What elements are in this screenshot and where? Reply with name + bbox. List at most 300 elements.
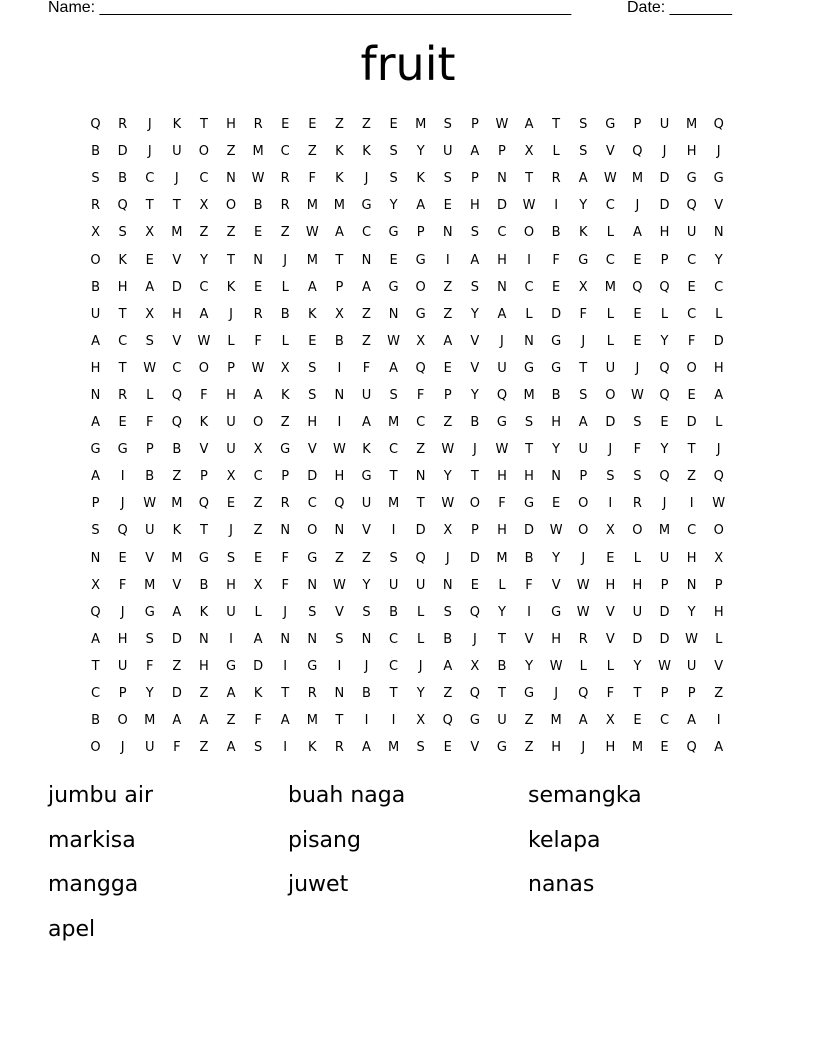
- grid-letter[interactable]: J: [581, 740, 586, 756]
- grid-letter[interactable]: V: [470, 333, 480, 349]
- grid-letter[interactable]: E: [633, 333, 642, 349]
- grid-letter[interactable]: P: [200, 469, 208, 485]
- grid-letter[interactable]: P: [227, 360, 235, 376]
- grid-letter[interactable]: N: [497, 279, 507, 295]
- grid-letter[interactable]: C: [361, 225, 372, 241]
- grid-letter[interactable]: R: [280, 496, 290, 512]
- grid-letter[interactable]: W: [576, 604, 590, 620]
- grid-letter[interactable]: H: [605, 577, 616, 593]
- grid-letter[interactable]: H: [497, 523, 507, 539]
- grid-letter[interactable]: Y: [389, 198, 398, 214]
- grid-letter[interactable]: G: [307, 658, 318, 674]
- grid-letter[interactable]: T: [389, 469, 398, 485]
- grid-letter[interactable]: Z: [199, 686, 209, 702]
- grid-letter[interactable]: Q: [469, 686, 480, 702]
- grid-letter[interactable]: V: [470, 740, 480, 756]
- grid-letter[interactable]: X: [145, 225, 155, 241]
- grid-letter[interactable]: F: [308, 171, 317, 187]
- grid-letter[interactable]: M: [604, 279, 616, 295]
- grid-letter[interactable]: A: [497, 306, 507, 322]
- grid-letter[interactable]: Q: [198, 496, 210, 512]
- grid-letter[interactable]: R: [334, 740, 344, 756]
- grid-letter[interactable]: O: [713, 523, 724, 539]
- grid-letter[interactable]: H: [226, 577, 236, 593]
- grid-letter[interactable]: T: [579, 360, 588, 376]
- grid-letter[interactable]: D: [605, 415, 616, 431]
- grid-letter[interactable]: H: [551, 740, 562, 756]
- grid-letter[interactable]: D: [524, 523, 535, 539]
- grid-letter[interactable]: O: [523, 225, 535, 241]
- grid-letter[interactable]: N: [90, 387, 101, 403]
- grid-letter[interactable]: A: [172, 713, 182, 729]
- grid-letter[interactable]: K: [280, 387, 290, 403]
- grid-letter[interactable]: N: [307, 631, 318, 647]
- grid-letter[interactable]: S: [416, 740, 425, 756]
- grid-letter[interactable]: L: [146, 387, 154, 403]
- grid-letter[interactable]: W: [441, 442, 455, 458]
- grid-letter[interactable]: Y: [660, 442, 669, 458]
- grid-letter[interactable]: L: [254, 604, 262, 620]
- grid-letter[interactable]: S: [470, 225, 479, 241]
- grid-letter[interactable]: I: [337, 360, 342, 376]
- grid-letter[interactable]: N: [497, 171, 507, 187]
- grid-letter[interactable]: K: [199, 604, 209, 620]
- grid-letter[interactable]: K: [253, 686, 263, 702]
- grid-letter[interactable]: N: [226, 171, 236, 187]
- grid-letter[interactable]: D: [496, 198, 507, 214]
- grid-letter[interactable]: M: [658, 523, 671, 539]
- grid-letter[interactable]: E: [552, 496, 561, 512]
- grid-letter[interactable]: H: [117, 279, 128, 295]
- grid-letter[interactable]: V: [714, 198, 724, 214]
- grid-letter[interactable]: O: [90, 740, 101, 756]
- grid-letter[interactable]: I: [364, 713, 369, 729]
- grid-letter[interactable]: A: [334, 225, 344, 241]
- grid-letter[interactable]: O: [605, 387, 616, 403]
- grid-letter[interactable]: S: [91, 171, 100, 187]
- grid-letter[interactable]: U: [388, 577, 399, 593]
- grid-letter[interactable]: Z: [226, 144, 236, 160]
- grid-letter[interactable]: L: [525, 306, 533, 322]
- grid-letter[interactable]: Z: [307, 144, 317, 160]
- grid-letter[interactable]: T: [497, 686, 506, 702]
- grid-letter[interactable]: Y: [199, 252, 208, 268]
- grid-letter[interactable]: L: [660, 306, 669, 322]
- grid-letter[interactable]: Z: [443, 415, 453, 431]
- grid-letter[interactable]: M: [333, 198, 345, 214]
- grid-letter[interactable]: G: [524, 360, 535, 376]
- grid-letter[interactable]: N: [307, 577, 318, 593]
- grid-letter[interactable]: E: [281, 117, 290, 133]
- grid-letter[interactable]: B: [253, 198, 263, 214]
- grid-letter[interactable]: Y: [416, 686, 425, 702]
- grid-letter[interactable]: D: [632, 631, 643, 647]
- grid-letter[interactable]: H: [551, 415, 562, 431]
- grid-letter[interactable]: P: [714, 577, 723, 593]
- grid-letter[interactable]: V: [307, 442, 317, 458]
- grid-letter[interactable]: N: [361, 631, 372, 647]
- grid-letter[interactable]: A: [307, 279, 317, 295]
- grid-letter[interactable]: S: [470, 279, 479, 295]
- grid-letter[interactable]: N: [686, 577, 697, 593]
- grid-letter[interactable]: G: [361, 198, 372, 214]
- grid-letter[interactable]: N: [334, 523, 345, 539]
- grid-letter[interactable]: K: [199, 415, 209, 431]
- grid-letter[interactable]: G: [524, 686, 535, 702]
- grid-letter[interactable]: J: [445, 550, 450, 566]
- grid-letter[interactable]: R: [280, 171, 290, 187]
- grid-letter[interactable]: Z: [714, 686, 724, 702]
- grid-letter[interactable]: R: [118, 387, 128, 403]
- grid-letter[interactable]: B: [91, 144, 100, 160]
- grid-letter[interactable]: E: [254, 279, 263, 295]
- grid-letter[interactable]: M: [686, 117, 698, 133]
- grid-letter[interactable]: C: [497, 225, 507, 241]
- grid-letter[interactable]: Y: [633, 658, 642, 674]
- grid-letter[interactable]: J: [716, 144, 721, 160]
- grid-letter[interactable]: A: [389, 360, 399, 376]
- grid-letter[interactable]: W: [603, 171, 617, 187]
- grid-letter[interactable]: H: [659, 225, 670, 241]
- grid-letter[interactable]: H: [199, 658, 209, 674]
- grid-letter[interactable]: N: [253, 252, 263, 268]
- grid-letter[interactable]: T: [91, 658, 100, 674]
- grid-letter[interactable]: H: [686, 550, 697, 566]
- grid-letter[interactable]: S: [389, 387, 398, 403]
- grid-letter[interactable]: Y: [579, 198, 588, 214]
- grid-letter[interactable]: F: [145, 415, 154, 431]
- grid-letter[interactable]: Z: [334, 117, 344, 133]
- grid-letter[interactable]: Q: [442, 713, 453, 729]
- grid-letter[interactable]: A: [199, 713, 209, 729]
- grid-letter[interactable]: R: [91, 198, 101, 214]
- grid-letter[interactable]: A: [687, 713, 697, 729]
- grid-letter[interactable]: R: [118, 117, 128, 133]
- grid-letter[interactable]: A: [280, 713, 290, 729]
- grid-letter[interactable]: W: [251, 360, 265, 376]
- grid-letter[interactable]: O: [415, 279, 426, 295]
- grid-letter[interactable]: O: [90, 252, 101, 268]
- grid-letter[interactable]: T: [416, 496, 425, 512]
- grid-letter[interactable]: N: [524, 333, 534, 349]
- grid-letter[interactable]: C: [389, 442, 399, 458]
- grid-letter[interactable]: N: [442, 225, 453, 241]
- grid-letter[interactable]: H: [334, 469, 345, 485]
- grid-letter[interactable]: Z: [226, 713, 236, 729]
- grid-letter[interactable]: V: [551, 577, 561, 593]
- grid-letter[interactable]: M: [252, 144, 264, 160]
- grid-letter[interactable]: D: [171, 631, 182, 647]
- grid-letter[interactable]: G: [415, 306, 426, 322]
- grid-letter[interactable]: C: [253, 469, 263, 485]
- grid-letter[interactable]: M: [496, 550, 508, 566]
- grid-letter[interactable]: G: [361, 469, 372, 485]
- grid-letter[interactable]: S: [145, 333, 154, 349]
- grid-letter[interactable]: Y: [443, 469, 452, 485]
- grid-letter[interactable]: J: [147, 144, 152, 160]
- grid-letter[interactable]: K: [578, 225, 588, 241]
- grid-letter[interactable]: I: [283, 740, 288, 756]
- grid-letter[interactable]: A: [578, 415, 588, 431]
- grid-letter[interactable]: K: [335, 144, 344, 160]
- grid-letter[interactable]: G: [713, 171, 724, 187]
- grid-letter[interactable]: J: [635, 198, 640, 214]
- grid-letter[interactable]: Y: [470, 306, 479, 322]
- grid-letter[interactable]: Z: [362, 333, 371, 349]
- grid-letter[interactable]: H: [605, 740, 616, 756]
- grid-letter[interactable]: H: [90, 360, 101, 376]
- grid-letter[interactable]: X: [605, 523, 615, 539]
- grid-letter[interactable]: E: [254, 225, 263, 241]
- grid-letter[interactable]: S: [335, 631, 344, 647]
- grid-letter[interactable]: C: [687, 523, 697, 539]
- grid-letter[interactable]: G: [605, 117, 616, 133]
- grid-letter[interactable]: G: [496, 740, 507, 756]
- grid-letter[interactable]: C: [605, 252, 615, 268]
- grid-letter[interactable]: W: [685, 631, 699, 647]
- grid-letter[interactable]: X: [334, 306, 344, 322]
- grid-letter[interactable]: E: [389, 117, 398, 133]
- grid-letter[interactable]: M: [631, 740, 644, 756]
- grid-letter[interactable]: E: [687, 279, 696, 295]
- grid-letter[interactable]: H: [551, 631, 562, 647]
- grid-letter[interactable]: Q: [713, 117, 724, 133]
- grid-letter[interactable]: I: [120, 469, 125, 485]
- grid-letter[interactable]: W: [197, 333, 211, 349]
- grid-letter[interactable]: T: [281, 686, 290, 702]
- grid-letter[interactable]: P: [443, 387, 452, 403]
- grid-letter[interactable]: S: [362, 604, 371, 620]
- grid-letter[interactable]: P: [660, 577, 669, 593]
- grid-letter[interactable]: E: [443, 740, 452, 756]
- grid-letter[interactable]: C: [118, 333, 128, 349]
- grid-letter[interactable]: A: [443, 658, 453, 674]
- grid-letter[interactable]: Q: [117, 523, 128, 539]
- grid-letter[interactable]: T: [552, 117, 561, 133]
- grid-letter[interactable]: X: [416, 713, 426, 729]
- grid-letter[interactable]: C: [307, 496, 317, 512]
- grid-letter[interactable]: W: [658, 658, 671, 674]
- grid-letter[interactable]: M: [144, 577, 156, 593]
- grid-letter[interactable]: K: [226, 279, 236, 295]
- grid-letter[interactable]: B: [199, 577, 209, 593]
- grid-letter[interactable]: L: [552, 144, 560, 160]
- grid-letter[interactable]: R: [632, 496, 642, 512]
- grid-letter[interactable]: I: [391, 523, 396, 539]
- grid-letter[interactable]: V: [334, 604, 344, 620]
- grid-letter[interactable]: G: [469, 713, 480, 729]
- grid-letter[interactable]: V: [470, 360, 480, 376]
- grid-letter[interactable]: O: [198, 144, 210, 160]
- grid-letter[interactable]: C: [199, 279, 209, 295]
- grid-letter[interactable]: H: [307, 415, 318, 431]
- grid-letter[interactable]: T: [227, 252, 235, 268]
- grid-letter[interactable]: Z: [226, 225, 236, 241]
- grid-letter[interactable]: T: [389, 686, 398, 702]
- grid-letter[interactable]: R: [551, 171, 561, 187]
- grid-letter[interactable]: V: [605, 604, 615, 620]
- grid-letter[interactable]: I: [527, 604, 531, 620]
- grid-letter[interactable]: G: [198, 550, 209, 566]
- grid-letter[interactable]: D: [659, 604, 670, 620]
- grid-letter[interactable]: S: [579, 387, 588, 403]
- grid-letter[interactable]: Q: [171, 415, 182, 431]
- grid-letter[interactable]: H: [226, 117, 236, 133]
- grid-letter[interactable]: X: [253, 577, 263, 593]
- grid-letter[interactable]: V: [605, 631, 615, 647]
- grid-letter[interactable]: Z: [334, 550, 344, 566]
- grid-letter[interactable]: C: [199, 171, 209, 187]
- grid-letter[interactable]: M: [631, 171, 644, 187]
- grid-letter[interactable]: L: [281, 333, 289, 349]
- grid-letter[interactable]: G: [551, 604, 562, 620]
- grid-letter[interactable]: Z: [172, 469, 182, 485]
- grid-letter[interactable]: X: [605, 713, 615, 729]
- grid-letter[interactable]: A: [145, 279, 155, 295]
- grid-letter[interactable]: B: [470, 415, 480, 431]
- grid-letter[interactable]: Z: [443, 686, 453, 702]
- grid-letter[interactable]: Z: [416, 442, 426, 458]
- grid-letter[interactable]: T: [497, 631, 506, 647]
- grid-letter[interactable]: T: [525, 171, 534, 187]
- grid-letter[interactable]: J: [418, 658, 423, 674]
- grid-letter[interactable]: C: [659, 713, 670, 729]
- grid-letter[interactable]: S: [524, 415, 534, 431]
- grid-letter[interactable]: W: [332, 577, 346, 593]
- grid-letter[interactable]: M: [144, 713, 156, 729]
- grid-letter[interactable]: J: [174, 171, 179, 187]
- grid-letter[interactable]: E: [145, 252, 154, 268]
- grid-letter[interactable]: S: [91, 523, 100, 539]
- grid-letter[interactable]: S: [389, 550, 398, 566]
- grid-letter[interactable]: K: [362, 144, 371, 160]
- grid-letter[interactable]: N: [361, 252, 372, 268]
- grid-letter[interactable]: U: [605, 360, 616, 376]
- grid-letter[interactable]: Q: [659, 469, 670, 485]
- grid-letter[interactable]: H: [497, 252, 507, 268]
- grid-letter[interactable]: K: [335, 171, 344, 187]
- grid-letter[interactable]: P: [660, 686, 669, 702]
- grid-letter[interactable]: F: [579, 306, 587, 322]
- grid-letter[interactable]: T: [172, 198, 181, 214]
- grid-letter[interactable]: B: [145, 469, 155, 485]
- grid-letter[interactable]: G: [90, 442, 101, 458]
- grid-letter[interactable]: D: [253, 658, 264, 674]
- grid-letter[interactable]: Z: [172, 658, 182, 674]
- grid-letter[interactable]: W: [332, 442, 346, 458]
- grid-letter[interactable]: J: [283, 252, 288, 268]
- grid-letter[interactable]: S: [633, 415, 642, 431]
- grid-letter[interactable]: E: [633, 713, 642, 729]
- grid-letter[interactable]: Z: [253, 523, 263, 539]
- grid-letter[interactable]: K: [172, 523, 182, 539]
- grid-letter[interactable]: B: [443, 631, 453, 647]
- grid-letter[interactable]: E: [118, 415, 127, 431]
- grid-letter[interactable]: K: [172, 117, 182, 133]
- grid-letter[interactable]: V: [172, 252, 182, 268]
- grid-letter[interactable]: E: [470, 577, 479, 593]
- grid-letter[interactable]: C: [416, 415, 426, 431]
- grid-letter[interactable]: U: [686, 225, 697, 241]
- grid-letter[interactable]: E: [606, 550, 615, 566]
- grid-letter[interactable]: U: [90, 306, 101, 322]
- grid-letter[interactable]: X: [91, 577, 100, 593]
- grid-letter[interactable]: X: [280, 360, 290, 376]
- grid-letter[interactable]: H: [469, 198, 480, 214]
- grid-letter[interactable]: J: [581, 550, 586, 566]
- grid-letter[interactable]: Q: [415, 360, 426, 376]
- grid-letter[interactable]: A: [362, 415, 371, 431]
- grid-letter[interactable]: S: [443, 117, 452, 133]
- grid-letter[interactable]: P: [470, 523, 479, 539]
- grid-letter[interactable]: T: [145, 198, 154, 214]
- grid-letter[interactable]: Q: [90, 604, 101, 620]
- grid-letter[interactable]: G: [144, 604, 155, 620]
- grid-letter[interactable]: S: [633, 469, 642, 485]
- grid-letter[interactable]: W: [143, 360, 157, 376]
- grid-letter[interactable]: T: [118, 360, 127, 376]
- grid-letter[interactable]: G: [496, 415, 507, 431]
- grid-letter[interactable]: J: [635, 360, 640, 376]
- grid-letter[interactable]: L: [606, 658, 614, 674]
- grid-letter[interactable]: L: [715, 415, 723, 431]
- grid-letter[interactable]: Y: [525, 658, 534, 674]
- grid-letter[interactable]: S: [253, 740, 263, 756]
- grid-letter[interactable]: S: [308, 360, 317, 376]
- grid-letter[interactable]: R: [280, 198, 290, 214]
- grid-letter[interactable]: P: [470, 171, 479, 187]
- grid-letter[interactable]: S: [226, 550, 236, 566]
- grid-letter[interactable]: L: [227, 333, 235, 349]
- grid-letter[interactable]: G: [578, 252, 589, 268]
- grid-letter[interactable]: S: [606, 469, 615, 485]
- grid-letter[interactable]: A: [172, 604, 182, 620]
- grid-letter[interactable]: J: [662, 144, 667, 160]
- grid-letter[interactable]: O: [578, 496, 589, 512]
- grid-letter[interactable]: Y: [145, 686, 154, 702]
- grid-letter[interactable]: E: [389, 252, 398, 268]
- grid-letter[interactable]: G: [686, 171, 697, 187]
- grid-letter[interactable]: J: [120, 604, 125, 620]
- grid-letter[interactable]: T: [633, 686, 642, 702]
- grid-letter[interactable]: H: [171, 306, 182, 322]
- grid-letter[interactable]: I: [554, 198, 559, 214]
- grid-letter[interactable]: P: [145, 442, 154, 458]
- grid-letter[interactable]: N: [442, 577, 453, 593]
- grid-letter[interactable]: D: [659, 171, 670, 187]
- grid-letter[interactable]: I: [229, 631, 233, 647]
- grid-letter[interactable]: J: [662, 496, 667, 512]
- grid-letter[interactable]: A: [91, 631, 100, 647]
- grid-letter[interactable]: P: [118, 686, 127, 702]
- grid-letter[interactable]: T: [525, 442, 534, 458]
- grid-letter[interactable]: H: [497, 469, 507, 485]
- grid-letter[interactable]: U: [117, 658, 128, 674]
- grid-letter[interactable]: G: [551, 360, 562, 376]
- grid-letter[interactable]: Q: [90, 117, 101, 133]
- grid-letter[interactable]: F: [281, 550, 289, 566]
- grid-letter[interactable]: A: [470, 144, 480, 160]
- grid-letter[interactable]: B: [524, 550, 534, 566]
- grid-letter[interactable]: T: [335, 252, 344, 268]
- grid-letter[interactable]: E: [687, 387, 696, 403]
- grid-letter[interactable]: O: [469, 496, 480, 512]
- grid-letter[interactable]: A: [226, 740, 236, 756]
- grid-letter[interactable]: O: [225, 198, 237, 214]
- grid-letter[interactable]: J: [472, 442, 477, 458]
- grid-letter[interactable]: D: [415, 523, 426, 539]
- grid-letter[interactable]: C: [280, 144, 290, 160]
